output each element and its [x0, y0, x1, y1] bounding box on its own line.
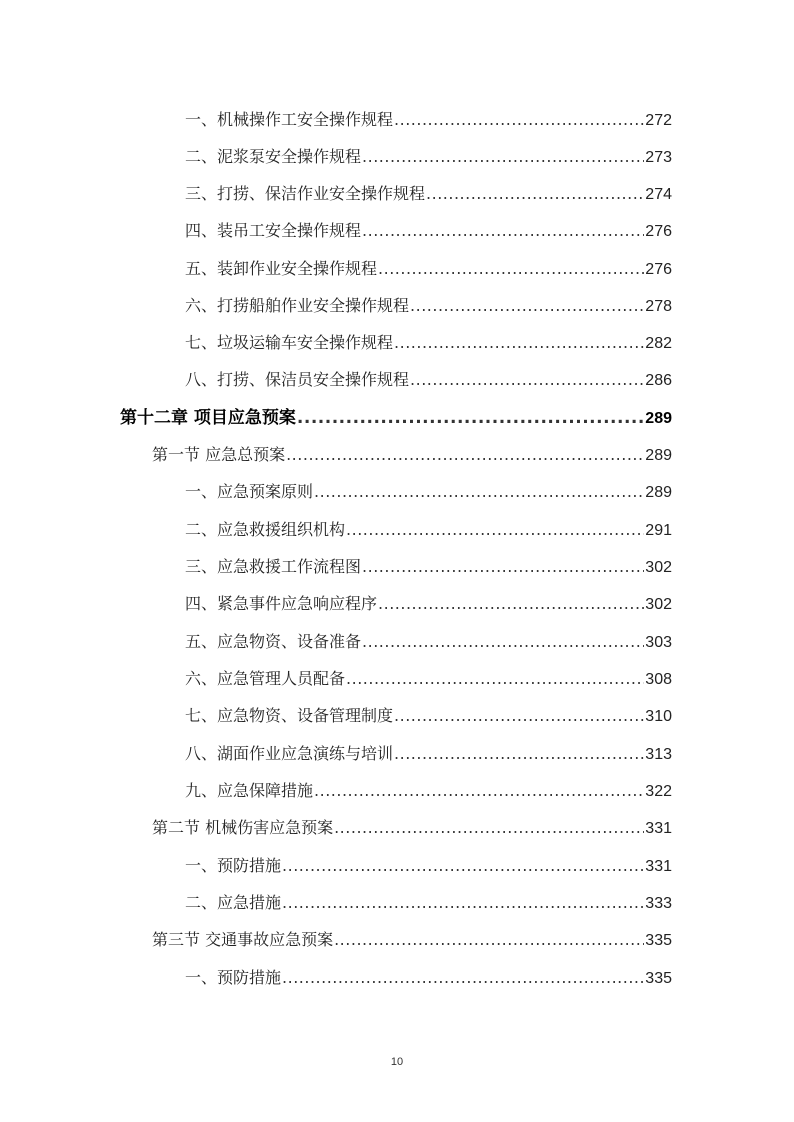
toc-entry-title: 六、打捞船舶作业安全操作规程 [185, 296, 410, 315]
dot-leader [282, 968, 644, 988]
dot-leader [362, 632, 644, 652]
toc-entry-page: 276 [645, 223, 672, 240]
toc-entry[interactable] [185, 781, 672, 802]
toc-entry-page: 274 [645, 186, 672, 203]
toc-section-entry[interactable] [152, 445, 672, 466]
dot-leader [394, 333, 644, 353]
toc-entry[interactable] [185, 632, 672, 653]
dot-leader [378, 259, 644, 279]
dot-leader [410, 296, 644, 316]
toc-entry[interactable] [185, 968, 672, 989]
toc-entry-page: 278 [645, 298, 672, 315]
dot-leader [286, 445, 644, 465]
dot-leader [314, 781, 644, 801]
toc-chapter-entry[interactable] [120, 408, 672, 429]
toc-entry-title: 三、应急救援工作流程图 [185, 557, 362, 576]
toc-entry-title: 七、应急物资、设备管理制度 [185, 706, 394, 725]
toc-entry-page: 273 [645, 149, 672, 166]
toc-entry-title: 一、预防措施 [185, 968, 282, 987]
dot-leader [378, 594, 644, 614]
toc-entry-title: 一、机械操作工安全操作规程 [185, 110, 394, 129]
toc-entry-page: 313 [645, 746, 672, 763]
toc-entry-title: 第三节 交通事故应急预案 [152, 930, 334, 949]
toc-section-entry[interactable] [152, 930, 672, 951]
toc-entry-page: 302 [645, 596, 672, 613]
dot-leader [362, 221, 644, 241]
toc-entry-page: 276 [645, 261, 672, 278]
toc-entry[interactable] [185, 594, 672, 615]
toc-entry-title: 第二节 机械伤害应急预案 [152, 818, 334, 837]
toc-entry[interactable] [185, 856, 672, 877]
toc-entry[interactable] [185, 147, 672, 168]
toc-entry-title: 一、预防措施 [185, 856, 282, 875]
dot-leader [334, 930, 644, 950]
toc-entry-title: 三、打捞、保洁作业安全操作规程 [185, 184, 426, 203]
dot-leader [410, 370, 644, 390]
toc-entry[interactable] [185, 296, 672, 317]
toc-entry-title: 五、装卸作业安全操作规程 [185, 259, 378, 278]
dot-leader [426, 184, 644, 204]
page-number: 10 [390, 1056, 404, 1068]
toc-entry-page: 335 [645, 932, 672, 949]
toc-entry[interactable] [185, 370, 672, 391]
toc-entry-page: 282 [645, 335, 672, 352]
toc-entry-page: 302 [645, 559, 672, 576]
toc-entry-page: 310 [645, 708, 672, 725]
toc-entry[interactable] [185, 893, 672, 914]
toc-entry-title: 九、应急保障措施 [185, 781, 314, 800]
dot-leader [346, 520, 644, 540]
toc-entry-page: 289 [645, 484, 672, 501]
toc-entry[interactable] [185, 557, 672, 578]
toc-entry-title: 二、应急措施 [185, 893, 282, 912]
dot-leader [314, 482, 644, 502]
toc-entry-page: 272 [645, 112, 672, 129]
toc-entry-page: 333 [645, 895, 672, 912]
dot-leader [362, 557, 644, 577]
toc-entry-page: 289 [645, 410, 672, 427]
dot-leader [394, 744, 644, 764]
dot-leader [297, 408, 644, 428]
toc-entry-page: 322 [645, 783, 672, 800]
toc-entry-page: 335 [645, 970, 672, 987]
toc-entry[interactable] [185, 259, 672, 280]
toc-entry-title: 第一节 应急总预案 [152, 445, 286, 464]
toc-entry[interactable] [185, 520, 672, 541]
toc-entry-title: 第十二章 项目应急预案 [120, 408, 296, 428]
toc-entry-title: 二、泥浆泵安全操作规程 [185, 147, 362, 166]
dot-leader [282, 856, 644, 876]
toc-section-entry[interactable] [152, 818, 672, 839]
dot-leader [394, 110, 644, 130]
dot-leader [362, 147, 644, 167]
toc-entry-title: 六、应急管理人员配备 [185, 669, 346, 688]
toc-entry-page: 291 [645, 522, 672, 539]
toc-entry[interactable] [185, 744, 672, 765]
toc-entry[interactable] [185, 482, 672, 503]
toc-entry[interactable] [185, 110, 672, 131]
toc-entry-title: 七、垃圾运输车安全操作规程 [185, 333, 394, 352]
dot-leader [394, 706, 644, 726]
toc-entry-page: 289 [645, 447, 672, 464]
toc-entry-title: 四、装吊工安全操作规程 [185, 221, 362, 240]
toc-entry-title: 四、紧急事件应急响应程序 [185, 594, 378, 613]
toc-entry[interactable] [185, 333, 672, 354]
toc-entry-title: 八、湖面作业应急演练与培训 [185, 744, 394, 763]
dot-leader [334, 818, 644, 838]
toc-entry-title: 五、应急物资、设备准备 [185, 632, 362, 651]
dot-leader [282, 893, 644, 913]
toc-entry-title: 二、应急救援组织机构 [185, 520, 346, 539]
toc-entry[interactable] [185, 184, 672, 205]
toc-entry-title: 一、应急预案原则 [185, 482, 314, 501]
toc-entry-title: 八、打捞、保洁员安全操作规程 [185, 370, 410, 389]
toc-entry-page: 308 [645, 671, 672, 688]
toc-entry-page: 331 [645, 858, 672, 875]
toc-entry-page: 303 [645, 634, 672, 651]
dot-leader [346, 669, 644, 689]
toc-entry-page: 286 [645, 372, 672, 389]
toc-entry-page: 331 [645, 820, 672, 837]
toc-entry[interactable] [185, 221, 672, 242]
toc-entry[interactable] [185, 669, 672, 690]
toc-entry[interactable] [185, 706, 672, 727]
